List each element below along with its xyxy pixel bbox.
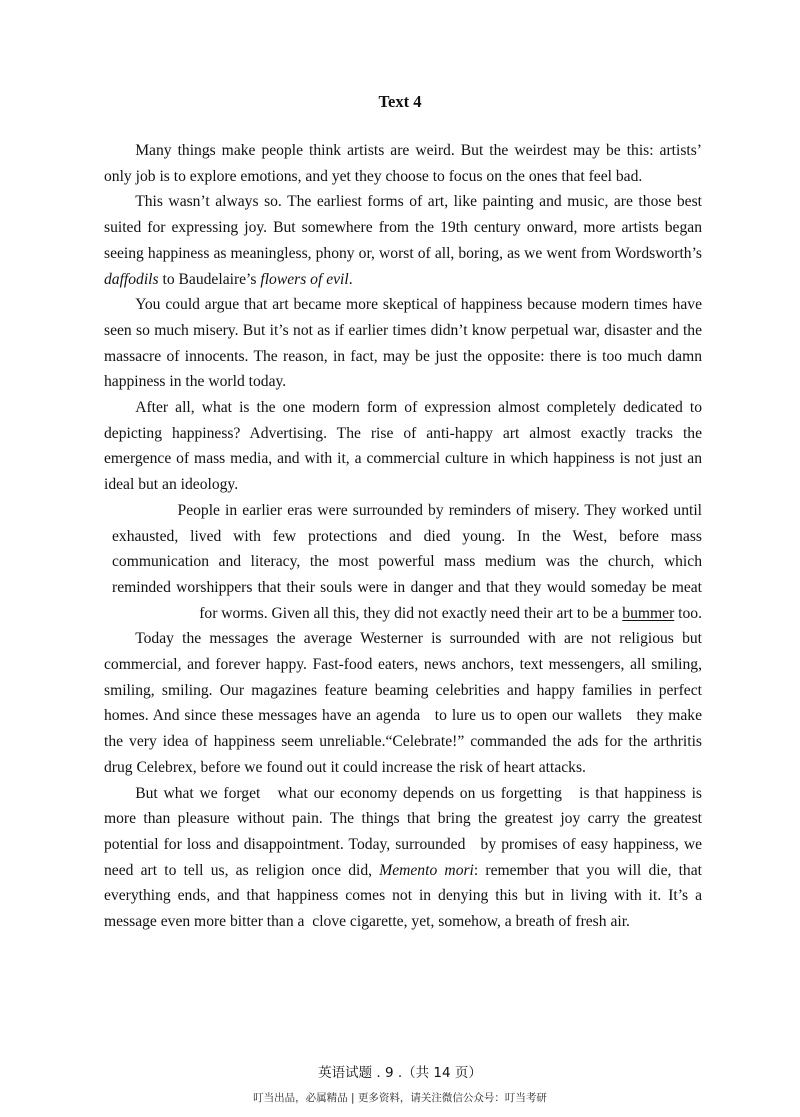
paragraph-3: You could argue that art became more skeptical of happiness because modern times have seen so much misery. But it’s not as if earlier times didn’t know perpetual war, disaster and the massacre of innocents. The reason, in fact, may be just the opposite: there is too much damn happiness in the world today. [104,296,702,391]
passage-body [104,138,706,935]
paragraph-7-text-b: : remember that you will die, that everything ends, and that happiness comes not in denying this but in living with it. It’s a message even more bitter than a clove cigarette, yet, somehow, a breath of fresh air. [104,861,706,931]
page-footnote: 叮当出品，必属精品 | 更多资料，请关注微信公众号：叮当考研 [253,1092,547,1104]
italic-flowers-of-evil: flowers of evil [260,270,349,288]
paragraph-7-text-a: But what we forget what our economy depends on us forgetting is that happiness is more than pleasure without pain. The things that bring the greatest joy carry the greatest potential for loss and disappointment. Today, surrounded by promises of easy happiness, we need art to tell us, as religion once did, [104,784,706,879]
italic-daffodils: daffodils [104,270,159,288]
paragraph-5-text-a: People in earlier eras were surrounded by reminders of misery. They worked until exhausted, lived with few protections and died young. In the West, before mass communication and literacy, the most powerful mass medium was the church, which reminded worshippers that their souls were in danger and that they would someday be meat for worms. Given all this, they did not exactly need their art to be a [112,501,702,622]
passage-title: Text 4 [378,92,422,111]
paragraph-2-text-c: . [348,270,353,288]
paragraph-1: Many things make people think artists are weird. But the weirdest may be this: artists’ only job is to explore emotions, and yet they choose to focus on the ones that feel bad. [104,142,702,185]
paragraph-5-text-b: too. [674,604,702,622]
paragraph-5 [112,498,702,627]
paragraph-2-text-a: This wasn’t always so. The earliest forms of art, like painting and music, are those best suited for expressing joy. But somewhere from the 19th century onward, more artists began seeing happiness as meaningless, phony or, worst of all, boring, as we went from Wordsworth’s [104,193,702,262]
paragraph-6: Today the messages the average Westerner is surrounded with are not religious but commercial, and forever happy. Fast-food eaters, news anchors, text messengers, all smiling, smiling, smiling. Our magazines feature beaming celebrities and happy families in perfect homes. And since these messages have an agenda to lure us to open our wallets they make the very idea of happiness seem unreliable.“Celebrate!” commanded the ads for the arthritis drug Celebrex, before we found out it could increase the risk of heart attacks. [104,630,706,776]
underlined-word-bummer: bummer [622,604,675,622]
paragraph-4: After all, what is the one modern form of expression almost completely dedicated to depicting happiness? Advertising. The rise of anti-happy art almost exactly tracks the emergence of mass media, and with it, a commercial culture in which happiness is not just an ideal but an ideology. [104,399,702,494]
paragraph-2-text-b: to Baudelaire’s [158,270,261,288]
paragraph-7 [104,781,706,935]
paragraph-2 [104,189,702,292]
italic-memento-mori: Memento mori [379,861,474,879]
page-footer: 英语试题 . 9 .（共 14 页） [318,1065,482,1081]
